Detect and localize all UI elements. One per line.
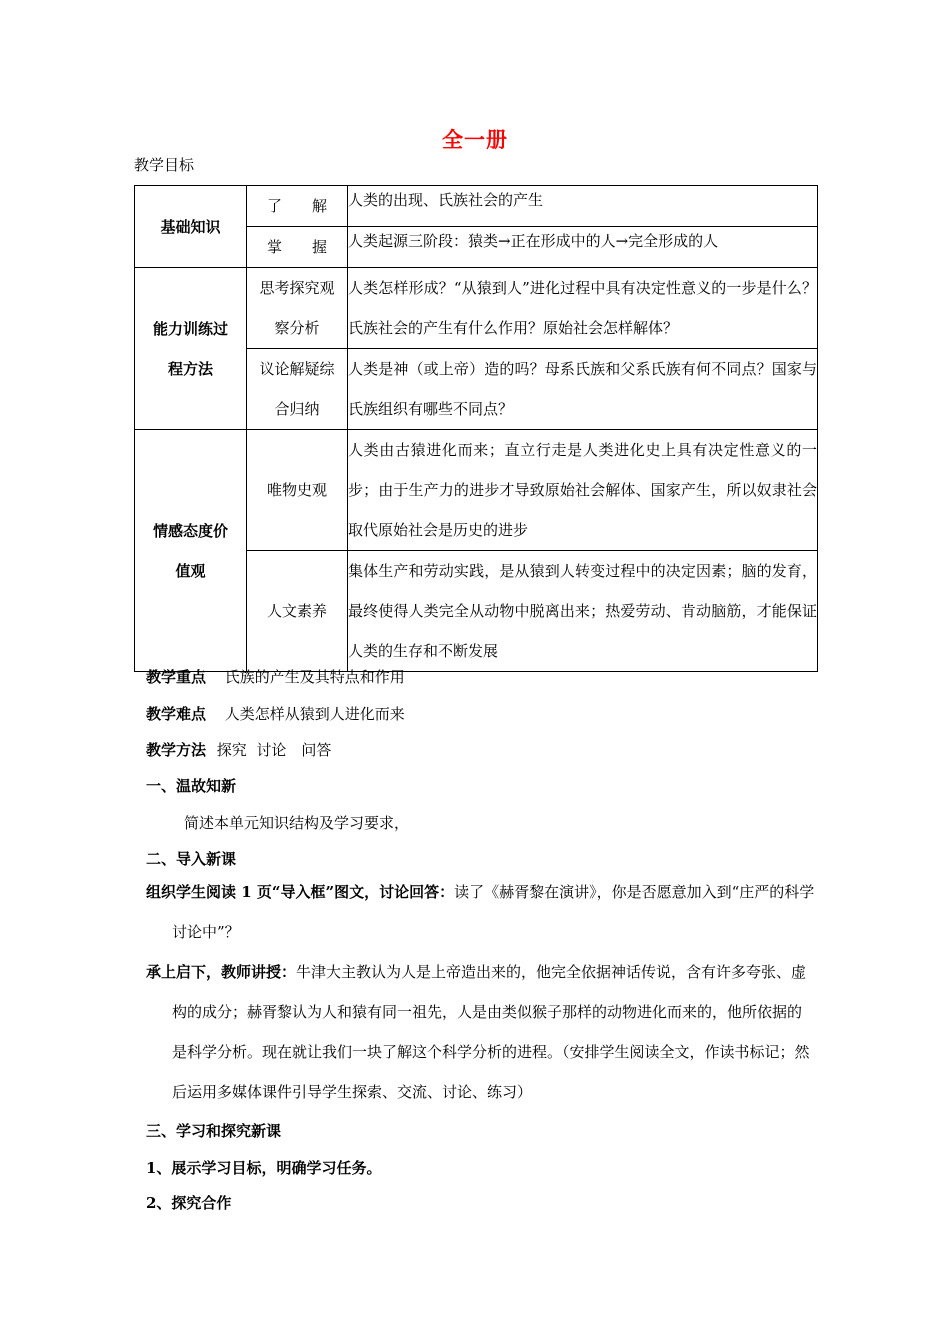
content-cell: 人类怎样形成？“从猿到人”进化过程中具有决定性意义的一步是什么？氏族社会的产生有什么作用？原始社会怎样解体？ <box>348 268 818 349</box>
category-ability: 能力训练过程方法 <box>135 268 247 430</box>
lecture-paragraph <box>146 952 816 1112</box>
table-row <box>135 268 818 349</box>
content-cell: 人类的出现、氏族社会的产生 <box>348 186 818 227</box>
lecture-text: 牛津大主教认为人是上帝造出来的，他完全依据神话传说，含有许多夸张、虚构的成分；赫胥黎认为人和猿有同一祖先，人是由类似猴子那样的动物进化而来的，他所依据的是科学分析。现在就让我们一块了解这个科学分析的进程。（安排学生阅读全文，作读书标记；然后运用多媒体课件引导学生探索、交流、讨论、练习） <box>172 963 810 1101</box>
content-cell: 人类起源三阶段：猿类→正在形成中的人→完全形成的人 <box>348 227 818 268</box>
difficulty-text: 人类怎样从猿到人进化而来 <box>224 705 405 723</box>
teaching-method <box>146 739 331 760</box>
difficulty-label: 教学难点 <box>146 705 207 723</box>
goals-label: 教学目标 <box>134 156 195 174</box>
lecture-label: 承上启下，教师讲授： <box>146 963 297 981</box>
difficulty <box>146 703 405 724</box>
key-point <box>146 666 405 687</box>
section-heading: 一、温故知新 <box>146 777 237 795</box>
section-heading: 三、学习和探究新课 <box>146 1122 282 1140</box>
goals-table <box>134 185 818 672</box>
category-emotion: 情感态度价 值观 <box>135 430 247 672</box>
section3-item: 1、展示学习目标，明确学习任务。 <box>146 1159 382 1177</box>
section-heading: 二、导入新课 <box>146 850 237 868</box>
table-row <box>135 186 818 227</box>
content-cell: 集体生产和劳动实践，是从猿到人转变过程中的决定因素；脑的发育，最终使得人类完全从动物中脱离出来；热爱劳动、肯动脑筋，才能保证人类的生存和不断发展 <box>348 551 818 672</box>
section3-item: 2、探究合作 <box>146 1194 232 1212</box>
sub-label: 了 解 <box>247 186 348 227</box>
section1-text: 简述本单元知识结构及学习要求， <box>184 814 410 832</box>
intro-label: 组织学生阅读 1 页“导入框”图文，讨论回答： <box>146 883 455 901</box>
category-basic: 基础知识 <box>135 186 247 268</box>
page-title: 全一册 <box>442 127 508 152</box>
sub-label: 掌 握 <box>247 227 348 268</box>
key-point-label: 教学重点 <box>146 668 207 686</box>
content-cell: 人类是神（或上帝）造的吗？母系氏族和父系氏族有何不同点？国家与氏族组织有哪些不同点？ <box>348 349 818 430</box>
table-row <box>135 430 818 551</box>
sub-label: 唯物史观 <box>247 430 348 551</box>
sub-label: 思考探究观察分析 <box>247 268 348 349</box>
content-cell: 人类由古猿进化而来；直立行走是人类进化史上具有决定性意义的一步；由于生产力的进步才导致原始社会解体、国家产生，所以奴隶社会取代原始社会是历史的进步 <box>348 430 818 551</box>
sub-label: 议论解疑综合归纳 <box>247 349 348 430</box>
sub-label: 人文素养 <box>247 551 348 672</box>
intro-paragraph <box>146 872 816 952</box>
method-text: 探究 讨论 问答 <box>216 741 332 759</box>
key-point-text: 氏族的产生及其特点和作用 <box>224 668 405 686</box>
method-label: 教学方法 <box>146 741 207 759</box>
intro-text: 读了《赫胥黎在演讲》，你是否愿意加入到“庄严的科学讨论中”？ <box>172 883 815 941</box>
